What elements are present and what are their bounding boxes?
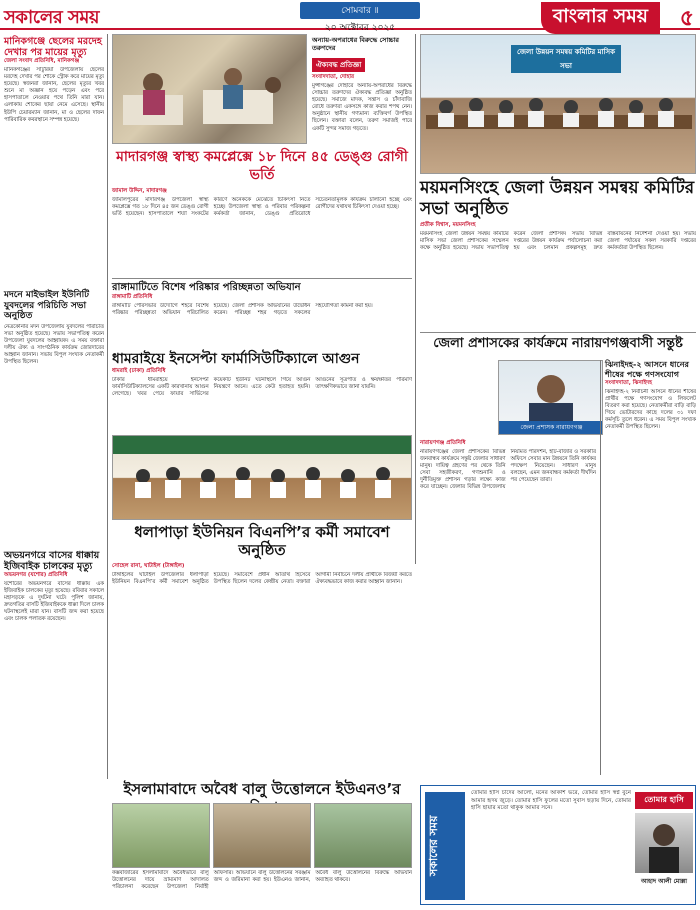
body-text: নেত্রকোনার মদন উপজেলায় যুবদলের পরিচিতি সভা অনুষ্ঠিত হয়েছে। সভায় সভাপতিত্ব করেন উপজেলা যুবদলের আহ্বায়ক। এ সময় বক্তারা দলীয় ঐক্য ও সাংগঠনিক কার্যক্রম জোরদারের আহ্বান জানান। সভায় বিপুল সংখ্যক নেতাকর্মী উপস্থিত ছিলেন। [4, 323, 104, 365]
bnp-rally-photo [112, 435, 412, 520]
sand-site-photo-3 [314, 803, 412, 868]
sand-site-photo-2 [213, 803, 311, 868]
headline: ধামরাইয়ে ইনসেপ্টা ফার্মাসিউটিক্যালে আগুন [112, 351, 360, 367]
kicker: অন্যায়-অপরাধের বিরুদ্ধে সোচ্চার তরুণদের [312, 36, 399, 52]
dc-portrait-photo [498, 360, 603, 435]
article-dengue-body [112, 188, 412, 277]
byline: ধামরাই (ঢাকা) প্রতিনিধি [112, 368, 166, 374]
portrait-label: জেলা প্রশাসক নারায়ণগঞ্জ [499, 421, 603, 434]
article-mymensingh-body [420, 222, 696, 331]
page-number: ৫ [679, 6, 694, 31]
article-bus-accident [4, 550, 104, 881]
headline: ধলাপাড়া ইউনিয়ন বিএনপি’র কর্মী সমাবেশ অনুষ্ঠিত [134, 523, 390, 559]
body-text: ঝিনাইদহ-২ নির্বাচনী আসনে ধানের শীষের প্রার্থীর পক্ষে গণসংযোগ ও লিফলেট বিতরণ করা হয়েছে। নেতাকর্মীরা বাড়ি বাড়ি গিয়ে ভোটারদের কাছে দলের ৩১ দফা কর্মসূচি তুলে ধরেন। এ সময় বিপুল সংখ্যক নেতাকর্মী উপস্থিত ছিলেন। [605, 389, 696, 431]
poem-ad-box [420, 785, 696, 905]
headline: মদনে মাইভাইল ইউনিটি যুবদলের পরিচিতি সভা অনুষ্ঠিত [4, 290, 90, 321]
headline: ঝিনাইদহ-২ আসনে ধানের শীষের পক্ষে গণসংযোগ [605, 360, 689, 379]
ad-title: তোমার হাসি [635, 792, 693, 809]
ad-poem [471, 790, 631, 898]
headline: মাদারগঞ্জ স্বাস্থ্য কমপ্লেক্সে ১৮ দিনে ৪৫ ডেঙ্গু রোগী ভর্তি [116, 149, 408, 183]
ad-author: আহাদ আলী মোল্লা [641, 878, 687, 885]
body-text: কক্সবাজারের ইসলামাবাদে অবৈধভাবে বালু উত্তোলনের দায়ে ভ্রাম্যমাণ আদালত পরিচালনা করেছেন উপজেলা নির্বাহী অফিসার। অভিযানে বালু উত্তোলনের সরঞ্জাম জব্দ ও জরিমানা করা হয়। ইউএনও জানান, অবৈধ বালু উত্তোলনের বিরুদ্ধে অভিযান অব্যাহত থাকবে। [112, 870, 412, 891]
body-text: মানিকগঞ্জের সাটুরিয়া উপজেলায় ছেলের মরদেহ দেখার পর শোকে স্ট্রোক করে মায়ের মৃত্যু হয়েছে। স্বজনরা জানান, ছেলের মৃত্যুর খবর শুনে মা অজ্ঞান হয়ে পড়েন এবং পরে হাসপাতালে নেওয়ার পথে তিনি মারা যান। এলাকায় শোকের ছায়া নেমে এসেছে। স্থানীয় ইউপি চেয়ারম্যান জানান, মা ও ছেলের দাফন পারিবারিক কবরস্থানে সম্পন্ন হয়েছে। [4, 67, 104, 123]
body-text: নারায়ণগঞ্জের জেলা প্রশাসকের বিভিন্ন জনবান্ধব কার্যক্রমে সন্তুষ্ট জেলার সাধারণ মানুষ। দায়িত্ব গ্রহণের পর থেকে তিনি সেবা সহজীকরণ, গণশুনানি ও দুর্নীতিমুক্ত প্রশাসন গড়ার লক্ষ্যে কাজ করে যাচ্ছেন। জেলার বিভিন্ন উপজেলায় নিয়মিত পরিদর্শন, হাট-বাজার ও সরকারি অফিসে সেবার মান উন্নয়নে তিনি কার্যকর পদক্ষেপ নিয়েছেন। সাধারণ মানুষ বলছেন, এমন জনবান্ধব কর্মকর্তা দীর্ঘদিন পর পেয়েছেন তারা। [420, 449, 596, 491]
headline: রাঙ্গামাটিতে বিশেষ পরিষ্কার পরিচ্ছন্নতা অভিযান [112, 278, 412, 294]
ad-brand: সকালের সময় [425, 792, 465, 900]
body-text: ময়মনসিংহ জেলা উন্নয়ন সমন্বয় কমিটির মাসিক সভা জেলা প্রশাসকের সম্মেলন কক্ষে অনুষ্ঠিত হয়েছে। সভায় সভাপতিত্ব করেন জেলা প্রশাসক। সভায় বিভিন্ন দপ্তরের উন্নয়ন কার্যক্রম পর্যালোচনা করা হয় এবং চলমান প্রকল্পসমূহ দ্রুত বাস্তবায়নের নির্দেশনা দেওয়া হয়। সভায় জেলা পর্যায়ের সকল সরকারি দপ্তরের কর্মকর্তারা উপস্থিত ছিলেন। [420, 231, 696, 252]
sand-site-photo-1 [112, 803, 210, 868]
day-label: সোমবার ॥ [300, 2, 420, 19]
body-text: জামালপুরের মাদারগঞ্জ উপজেলা স্বাস্থ্য কমপ্লেক্সে গত ১৮ দিনে ৪৫ জন ডেঙ্গু রোগী ভর্তি হয়েছেন। হাসপাতালে শয্যা সংকটের কারণে অনেককে মেঝেতে চিকিৎসা নিতে হচ্ছে। উপজেলা স্বাস্থ্য ও পরিবার পরিকল্পনা কর্মকর্তা জানান, ডেঙ্গু প্রতিরোধে সচেতনতামূলক কার্যক্রম চালানো হচ্ছে এবং রোগীদের যথাযথ চিকিৎসা দেওয়া হচ্ছে। [112, 197, 412, 218]
headline: জেলা প্রশাসকের কার্যক্রমে নারায়ণগঞ্জবাসী সন্তুষ্ট [420, 332, 696, 352]
headline: ঐক্যবদ্ধ প্রতিজ্ঞা [312, 58, 365, 72]
body-text: রাঙ্গামাটি পৌরসভার উদ্যোগে শহরে বিশেষ পরিষ্কার পরিচ্ছন্নতা অভিযান পরিচালিত হয়েছে। জেলা প্রশাসক অভিযানের উদ্বোধন করেন। পরিচ্ছন্ন শহর গড়তে সকলের সহযোগিতা কামনা করা হয়। [112, 303, 373, 317]
headline: অভয়নগরে বাসের ধাক্কায় ইজিবাইক চালকের মৃত্যু [4, 550, 100, 572]
article-dengue-head [112, 148, 412, 184]
byline: জেলা সংবাদ প্রতিনিধি, মানিকগঞ্জ [4, 58, 80, 64]
body-text: মুন্সীগঞ্জের দোহারে অন্যায়-অপরাধের বিরুদ্ধে সোচ্চার তরুণদের ঐক্যবদ্ধ প্রতিজ্ঞা অনুষ্ঠিত হয়েছে। সমাজে মাদক, সন্ত্রাস ও চাঁদাবাজি রোধে তরুণরা একসঙ্গে কাজ করার শপথ নেন। অনুষ্ঠানে স্থানীয় গণ্যমান্য ব্যক্তিবর্গ উপস্থিত ছিলেন। বক্তারা বলেন, তরুণ সমাজই পারে একটি সুন্দর সমাজ গড়তে। [312, 83, 412, 132]
paper-name: সকালের সময় [4, 7, 100, 28]
byline: জামাল উদ্দিন, মাদারগঞ্জ [112, 188, 167, 194]
mymensingh-meeting-photo [420, 34, 696, 174]
article-mother-death [4, 36, 104, 272]
byline: প্রতীক বিশ্বাস, ময়মনসিংহ [420, 222, 476, 228]
meeting-banner: জেলা উন্নয়ন সমন্বয় কমিটির মাসিক সভা [511, 45, 621, 73]
dengue-ward-photo [112, 34, 307, 144]
article-narayanganj-body [420, 440, 596, 779]
byline: অভয়নগর (যশোর) প্রতিনিধি [4, 572, 68, 578]
masthead [0, 0, 700, 33]
article-bnp [112, 523, 412, 762]
ad-right [635, 792, 693, 887]
byline: নারায়ণগঞ্জ প্রতিনিধি [420, 440, 466, 446]
article-madan [4, 290, 104, 552]
byline: সংবাদদাতা, দোহার [312, 74, 354, 80]
author-photo [635, 813, 693, 873]
section-title: বাংলার সময় [541, 2, 660, 34]
byline: রাঙ্গামাটি প্রতিনিধি [112, 294, 153, 300]
article-narayanganj-head [420, 332, 696, 352]
byline: সংবাদদাতা, ঝিনাইদহ [605, 380, 653, 386]
article-mymensingh-head [420, 178, 696, 220]
article-jhinaidah [605, 360, 696, 774]
article-islamabad-body [112, 870, 412, 906]
body-text: যশোরের অভয়নগরে বাসের ধাক্কায় এক ইজিবাইক চালকের মৃত্যু হয়েছে। রবিবার সকালে মহাসড়কে এ দুর্ঘটনা ঘটে। পুলিশ জানায়, দ্রুতগতির বাসটি ইজিবাইককে ধাক্কা দিলে চালক ঘটনাস্থলেই মারা যান। বাসটি জব্দ করা হয়েছে এবং চালক পলাতক রয়েছেন। [4, 581, 104, 623]
headline: ইসলামাবাদে অবৈধ বালু উত্তোলনে ইউএনও’র [123, 780, 401, 798]
article-rangamati [112, 278, 412, 358]
body-text: ঢাকার ধামরাইয়ে ইনসেপ্টা ফার্মাসিউটিক্যালসের একটি কারখানায় আগুন লেগেছে। খবর পেয়ে ফায়ার সার্ভিসের কয়েকটি ইউনিট ঘটনাস্থলে গিয়ে আগুন নিয়ন্ত্রণে আনে। এতে কেউ হতাহত হয়নি। আগুনের সূত্রপাত ও ক্ষয়ক্ষতির পরিমাণ তাৎক্ষণিকভাবে জানা যায়নি। [112, 377, 412, 398]
date-block [300, 2, 420, 35]
poem-text: তোমার হাসি চাঁদের আলো, মনের আকাশ ভরে, তোমার হাসি স্বপ্ন বুনে আমার হৃদয় জুড়ে। তোমার হাসি ফুলের মতো সুবাস ছড়ায় দিনে, তোমার হাসি ছায়ার মতো থাকুক আমার সনে। [471, 790, 631, 811]
byline: সোহেল রানা, ঘাটাইল (টাঙ্গাইল) [112, 563, 185, 569]
headline: মানিকগঞ্জে ছেলের মরদেহ দেখার পর মায়ের মৃত্যু [4, 36, 102, 58]
article-fire [112, 350, 412, 437]
body-text: টাঙ্গাইলের ঘাটাইল উপজেলার ধলাপাড়া ইউনিয়ন বিএনপি’র কর্মী সমাবেশ অনুষ্ঠিত হয়েছে। সমাবেশে প্রধান অতিথি হিসেবে উপস্থিত ছিলেন দলের কেন্দ্রীয় নেতা। বক্তারা আগামী নির্বাচনে দলীয় প্রার্থীকে বিজয়ী করতে ঐক্যবদ্ধভাবে কাজ করার আহ্বান জানান। [112, 572, 412, 586]
date-label: ২০ অক্টোবর ২০২৫ [324, 23, 396, 33]
headline: ময়মনসিংহে জেলা উন্নয়ন সমন্বয় কমিটির সভা অনুষ্ঠিত [420, 178, 695, 219]
